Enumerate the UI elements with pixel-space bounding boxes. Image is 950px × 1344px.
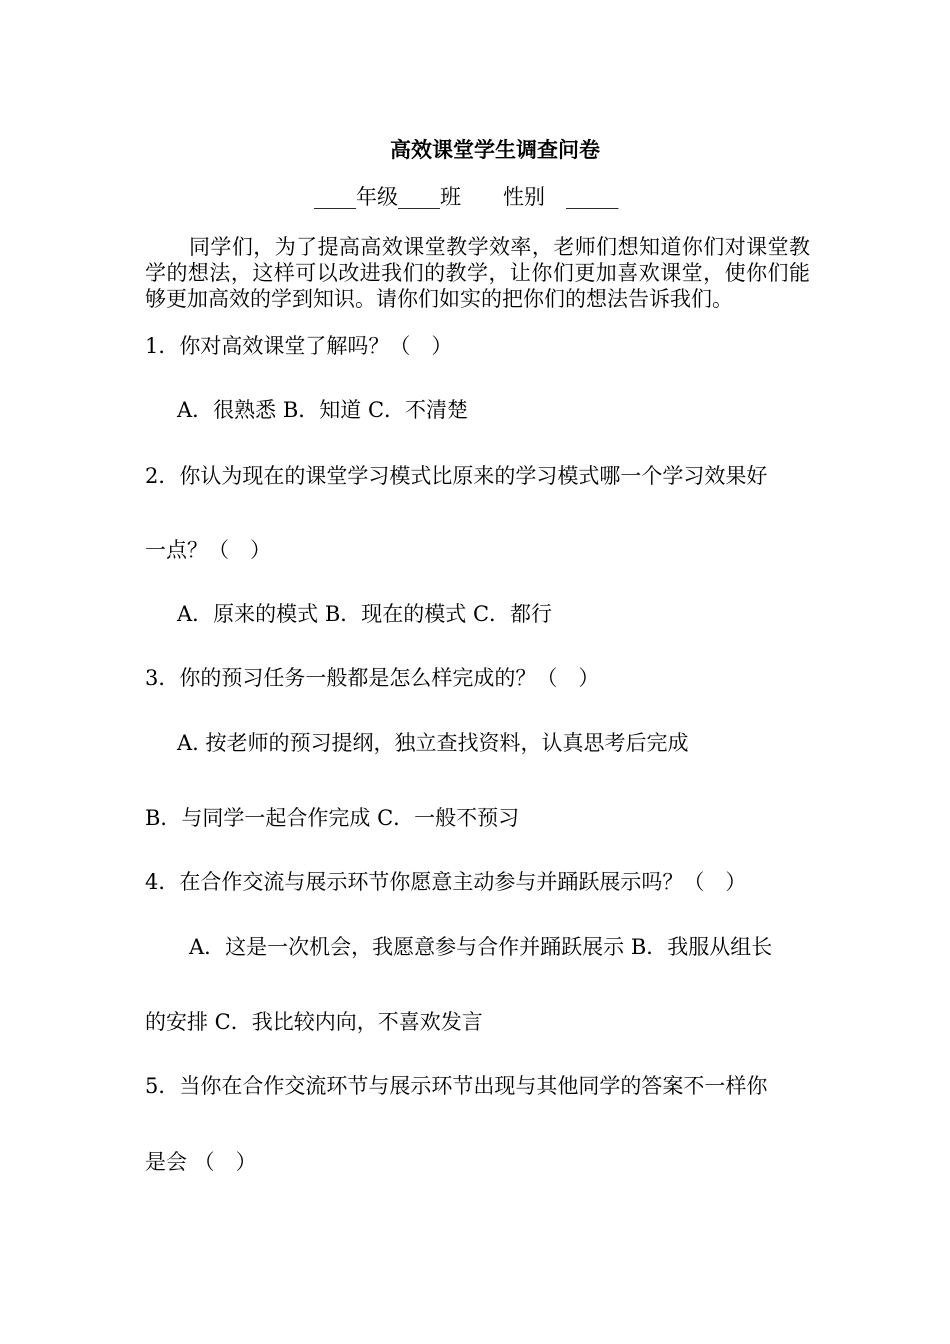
question-4: 4．在合作交流与展示环节你愿意主动参与并踊跃展示吗？（ ）	[145, 870, 747, 894]
question-4-options-line-1: A．这是一次机会，我愿意参与合作并踊跃展示 B．我服从组长	[189, 935, 773, 959]
question-1-options: A．很熟悉 B．知道 C．不清楚	[177, 398, 469, 422]
document-title: 高效课堂学生调查问卷	[390, 137, 600, 162]
question-3-options-bc: B．与同学一起合作完成 C．一般不预习	[145, 806, 520, 830]
question-5-line-1: 5．当你在合作交流环节与展示环节出现与其他同学的答案不一样你	[145, 1074, 768, 1098]
question-2-line-2: 一点？（ ）	[145, 538, 271, 562]
question-2-line-1: 2．你认为现在的课堂学习模式比原来的学习模式哪一个学习效果好	[145, 464, 768, 488]
question-3-option-a: A. 按老师的预习提纲，独立查找资料，认真思考后完成	[177, 731, 689, 755]
question-1: 1．你对高效课堂了解吗？（ ）	[145, 334, 453, 358]
intro-paragraph: 同学们，为了提高高效课堂教学效率，老师们想知道你们对课堂教学的想法，这样可以改进我们的教学，让你们更加喜欢课堂，使你们能够更加高效的学到知识。请你们如实的把你们的想法告诉我们。	[145, 235, 810, 311]
question-3: 3．你的预习任务一般都是怎么样完成的？（ ）	[145, 666, 600, 690]
student-info-line: ____年级____班 性别 _____	[314, 185, 619, 209]
question-5-line-2: 是会 （ ）	[145, 1150, 257, 1174]
question-2-options: A．原来的模式 B．现在的模式 C．都行	[177, 602, 553, 626]
question-4-options-line-2: 的安排 C．我比较内向，不喜欢发言	[145, 1010, 483, 1034]
